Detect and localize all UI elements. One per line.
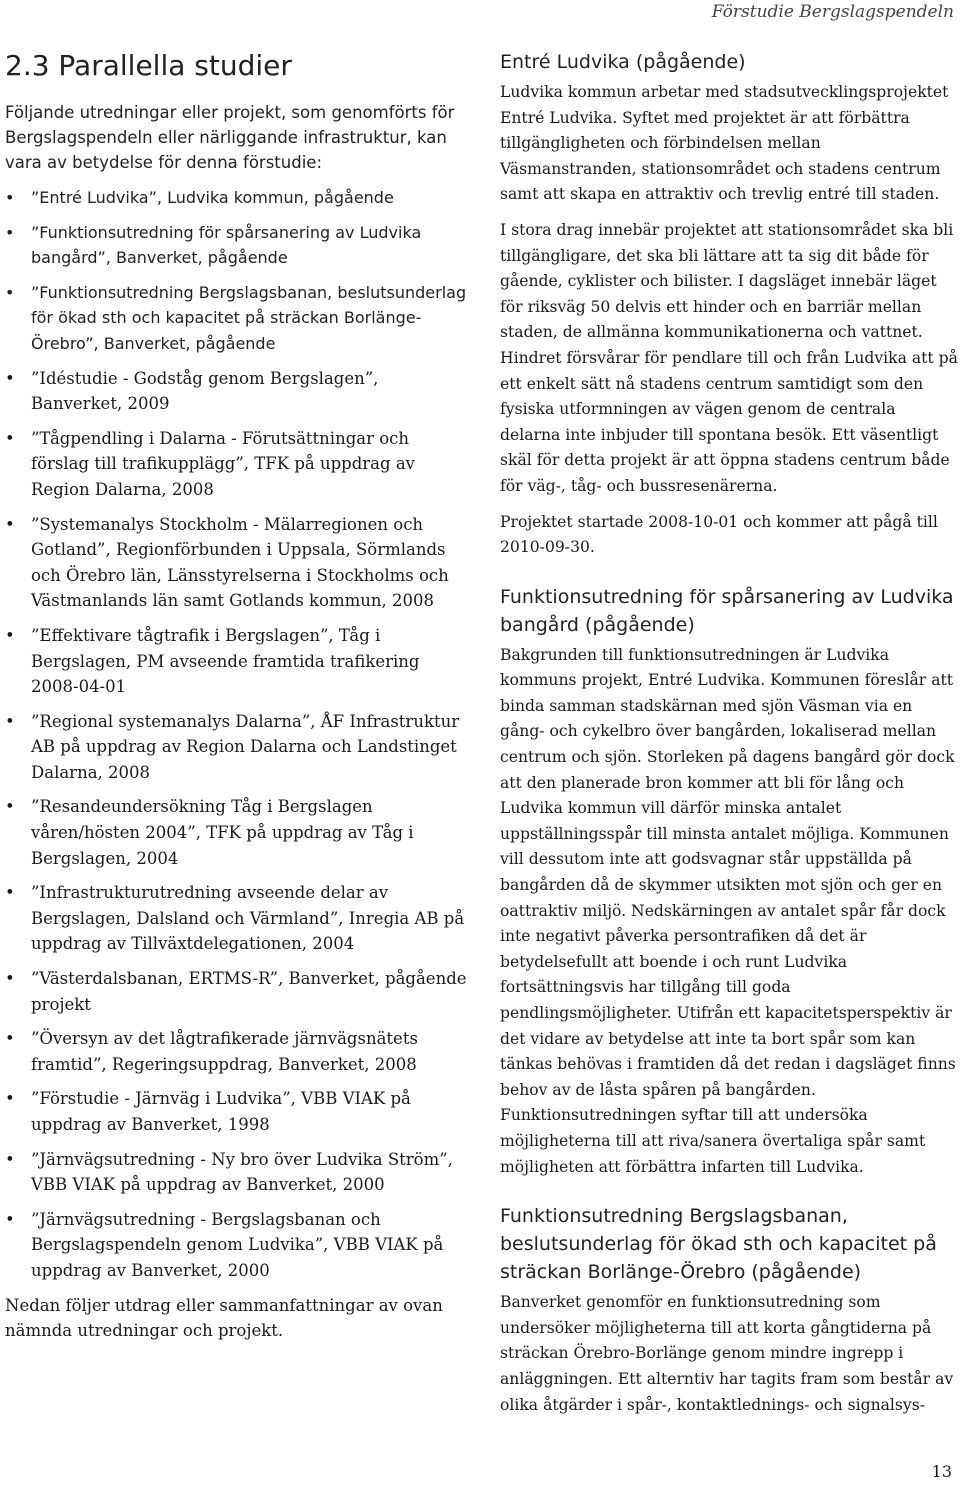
bullet-icon: •	[5, 1209, 15, 1229]
left-column	[5, 48, 470, 1344]
right-column	[500, 48, 959, 1428]
list-item-text: ”Regional systemanalys Dalarna”, ÅF Infrastruktur AB på uppdrag av Region Dalarna och Landstinget Dalarna, 2008	[31, 711, 460, 782]
list-item	[5, 426, 470, 503]
list-item	[5, 185, 470, 211]
list-item-text: ”Effektivare tågtrafik i Bergslagen”, Tåg i Bergslagen, PM avseende framtida trafikering 2008-04-01	[31, 625, 420, 697]
list-item-text: ”Funktionsutredning för spårsanering av Ludvika bangård”, Banverket, pågående	[31, 222, 422, 268]
list-item-text: ”Resandeundersökning Tåg i Bergslagen våren/hösten 2004”, TFK på uppdrag av Tåg i Bergslagen, 2004	[31, 797, 414, 868]
section-heading: 2.3 Parallella studier	[5, 49, 292, 82]
list-item	[5, 366, 470, 417]
list-item-text: ”Idéstudie - Godståg genom Bergslagen”, Banverket, 2009	[31, 368, 379, 414]
sparsanering-paragraph: Bakgrunden till funktionsutredningen är Ludvika kommuns projekt, Entré Ludvika. Kommunen föreslår att binda samman stadskärnan med sjön Väsman via en gång- och cykelbro över bangården, lokaliserad mellan centrum och sjön. Storleken på dagens bangård gör dock att den planerade bron kommer att bli för lång och Ludvika kommun vill därför minska antalet uppställningsspår till minsta antalet möjliga. Kommunen vill dessutom inte att godsvagnar står uppställda på bangården då de skymmer utsikten mot sjön och ger en oattraktiv miljö. Nedskärningen av antalet spår får dock inte negativt påverka persontrafiken då det är betydelsefullt att boende i och runt Ludvika fortsättningsvis har tillgång till goda pendlingsmöjligheter. Utifrån ett kapacitetsperspektiv är det vidare av betydelse att inte ta bort spår som kan tänkas behövas i framtiden då det redan i dagsläget finns behov av de låsta spåren på bangården. Funktionsutredningen syftar till att undersöka möjligheterna till att riva/sanera övertaliga spår samt möjligheten att förbättra infarten till Ludvika.	[500, 645, 956, 1176]
list-item-text: ”Systemanalys Stockholm - Mälarregionen och Gotland”, Regionförbunden i Uppsala, Sörmlands och Örebro län, Länsstyrelserna i Stockholms och Västmanlands län samt Gotlands kommun, 2008	[31, 514, 449, 611]
bullet-icon: •	[5, 625, 15, 645]
bullet-icon: •	[5, 368, 15, 388]
list-item	[5, 794, 470, 871]
running-header: Förstudie Bergslagspendeln	[711, 2, 954, 22]
study-list	[5, 185, 470, 1284]
list-item	[5, 966, 470, 1017]
list-item	[5, 1026, 470, 1077]
list-item-text: ”Infrastrukturutredning avseende delar av Bergslagen, Dalsland och Värmland”, Inregia AB på uppdrag av Tillväxtdelegationen, 2004	[31, 883, 465, 954]
list-item	[5, 709, 470, 786]
entre-ludvika-paragraph-3: Projektet startade 2008-10-01 och kommer att pågå till 2010-09-30.	[500, 512, 938, 557]
list-item-text: ”Förstudie - Järnväg i Ludvika”, VBB VIAK på uppdrag av Banverket, 1998	[31, 1089, 411, 1134]
sparsanering-heading: Funktionsutredning för spårsanering av Ludvika bangård (pågående)	[500, 585, 954, 636]
bullet-icon: •	[5, 797, 15, 817]
bergslagsbanan-heading: Funktionsutredning Bergslagsbanan, beslutsunderlag för ökad sth och kapacitet på sträckan Borlänge-Örebro (pågående)	[500, 1205, 937, 1284]
bullet-icon: •	[5, 1089, 15, 1109]
page-number: 13	[931, 1462, 952, 1481]
entre-ludvika-heading: Entré Ludvika (pågående)	[500, 51, 746, 73]
bullet-icon: •	[5, 514, 15, 534]
list-item-text: ”Järnvägsutredning - Ny bro över Ludvika Ström”, VBB VIAK på uppdrag av Banverket, 2000	[31, 1149, 453, 1195]
list-item	[5, 220, 470, 271]
bullet-icon: •	[5, 711, 15, 731]
bullet-icon: •	[5, 1149, 15, 1169]
list-item	[5, 280, 470, 357]
bergslagsbanan-paragraph: Banverket genomför en funktionsutredning som undersöker möjligheterna till att korta gångtiderna på sträckan Örebro-Borlänge genom mindre ingrepp i anläggningen. Ett alterntiv har tagits fram som består av olika åtgärder i spår-, kontaktlednings- och signalsys-	[500, 1293, 954, 1414]
bullet-icon: •	[5, 969, 15, 989]
list-item	[5, 880, 470, 957]
list-item-text: ”Översyn av det lågtrafikerade järnvägsnätets framtid”, Regeringsuppdrag, Banverket, 2008	[31, 1029, 418, 1074]
list-item	[5, 1086, 470, 1137]
list-item-text: ”Järnvägsutredning - Bergslagsbanan och Bergslagspendeln genom Ludvika”, VBB VIAK på uppdrag av Banverket, 2000	[31, 1209, 444, 1280]
entre-ludvika-paragraph-1: Ludvika kommun arbetar med stadsutvecklingsprojektet Entré Ludvika. Syftet med projektet är att förbättra tillgängligheten och förbindelsen mellan Väsmanstranden, stationsområdet och stadens centrum samt att skapa en attraktiv och trevlig entré till staden.	[500, 83, 949, 204]
bullet-icon: •	[5, 883, 15, 903]
entre-ludvika-paragraph-2: I stora drag innebär projektet att stationsområdet ska bli tillgängligare, det ska bli lättare att ta sig dit både för gående, cyklister och bilister. I dagsläget innebär läget för riksväg 50 delvis ett hinder och en barriär mellan staden, de allmänna kommunikationerna och vattnet. Hindret försvårar för pendlare till och från Ludvika att på ett enkelt sätt nå stadens centrum samtidigt som den fysiska utformningen av vägen genom de centrala delarna inte inbjuder till spontana besök. Ett väsentligt skäl för detta projekt är att öppna stadens centrum både för väg-, tåg- och bussresenärerna.	[500, 220, 958, 495]
list-item-text: ”Entré Ludvika”, Ludvika kommun, pågående	[31, 188, 394, 207]
list-item	[5, 512, 470, 614]
intro-paragraph: Följande utredningar eller projekt, som genomförts för Bergslagspendeln eller närliggande infrastruktur, kan vara av betydelse för denna förstudie:	[5, 103, 455, 172]
list-item-text: ”Västerdalsbanan, ERTMS-R”, Banverket, pågående projekt	[31, 969, 467, 1014]
list-item-text: ”Funktionsutredning Bergslagsbanan, beslutsunderlag för ökad sth och kapacitet på sträckan Borlänge-Örebro”, Banverket, pågående	[31, 282, 467, 353]
list-item	[5, 1147, 470, 1198]
outro-paragraph: Nedan följer utdrag eller sammanfattningar av ovan nämnda utredningar och projekt.	[5, 1295, 443, 1341]
bullet-icon: •	[5, 1029, 15, 1049]
list-item-text: ”Tågpendling i Dalarna - Förutsättningar och förslag till trafikupplägg”, TFK på uppdrag av Region Dalarna, 2008	[31, 428, 415, 499]
bullet-icon: •	[5, 222, 15, 242]
bullet-icon: •	[5, 188, 15, 207]
list-item	[5, 623, 470, 700]
list-item	[5, 1207, 470, 1284]
bullet-icon: •	[5, 428, 15, 448]
bullet-icon: •	[5, 282, 15, 302]
